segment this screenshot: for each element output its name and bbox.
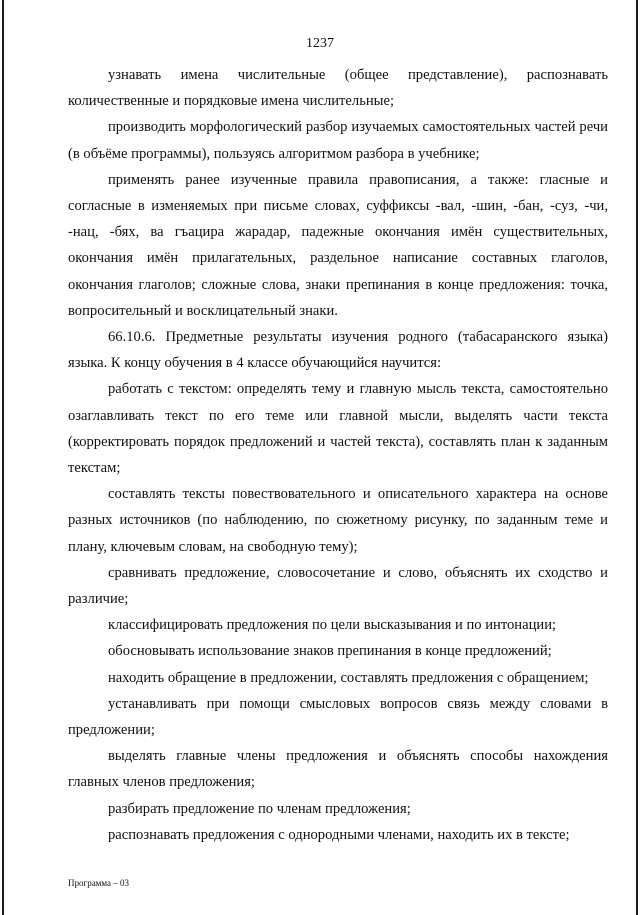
paragraph-section-heading: 66.10.6. Предметные результаты изучения родного (табасаранского языка) языка. К концу обучения в 4 классе обучающийся научится: [68, 329, 608, 372]
right-scan-border [636, 0, 638, 915]
paragraph-numerals: узнавать имена числительные (общее представление), распознавать количественные и порядковые имена числительные; [68, 67, 608, 110]
page-number: 1237 [306, 36, 334, 51]
paragraph-homogeneous: распознавать предложения с однородными членами, находить их в тексте; [108, 826, 570, 843]
paragraph-text-work: работать с текстом: определять тему и главную мысль текста, самостоятельно озаглавливать текст по его теме или главной мысли, выделять части текста (корректировать порядок предложений и частей текста), составлять план к заданным текстам; [68, 381, 608, 477]
paragraph-spelling-rules: применять ранее изученные правила правописания, а также: гласные и согласные в изменяемых при письме словах, суффиксы -вал, -шин, -бан, -суз, -чи, -нац, -бях, ва гъацира жарадар, падежные окончания имён существительных, окончания имён прилагательных, раздельное написание составных глаголов, окончания глаголов; сложные слова, знаки препинания в конце предложения: точка, вопросительный и восклицательный знаки. [68, 171, 608, 319]
document-body [68, 62, 608, 848]
footer-label: Программа – 03 [68, 878, 130, 888]
paragraph-main-members: выделять главные члены предложения и объяснять способы нахождения главных членов предложения; [68, 748, 608, 791]
paragraph-parse-sentence: разбирать предложение по членам предложения; [108, 800, 411, 817]
paragraph-morphology: производить морфологический разбор изучаемых самостоятельных частей речи (в объёме программы), пользуясь алгоритмом разбора в учебнике; [68, 119, 608, 162]
paragraph-address: находить обращение в предложении, составлять предложения с обращением; [108, 669, 589, 686]
paragraph-punctuation: обосновывать использование знаков препинания в конце предложений; [108, 643, 552, 660]
left-scan-border [2, 0, 4, 915]
paragraph-word-links: устанавливать при помощи смысловых вопросов связь между словами в предложении; [68, 695, 608, 739]
paragraph-compose-texts: составлять тексты повествовательного и описательного характера на основе разных источников (по наблюдению, по сюжетному рисунку, по заданным теме и плану, ключевым словам, на свободную тему); [68, 486, 608, 555]
paragraph-compare: сравнивать предложение, словосочетание и слово, объяснять их сходство и различие; [68, 564, 608, 608]
paragraph-classify: классифицировать предложения по цели высказывания и по интонации; [108, 617, 557, 634]
